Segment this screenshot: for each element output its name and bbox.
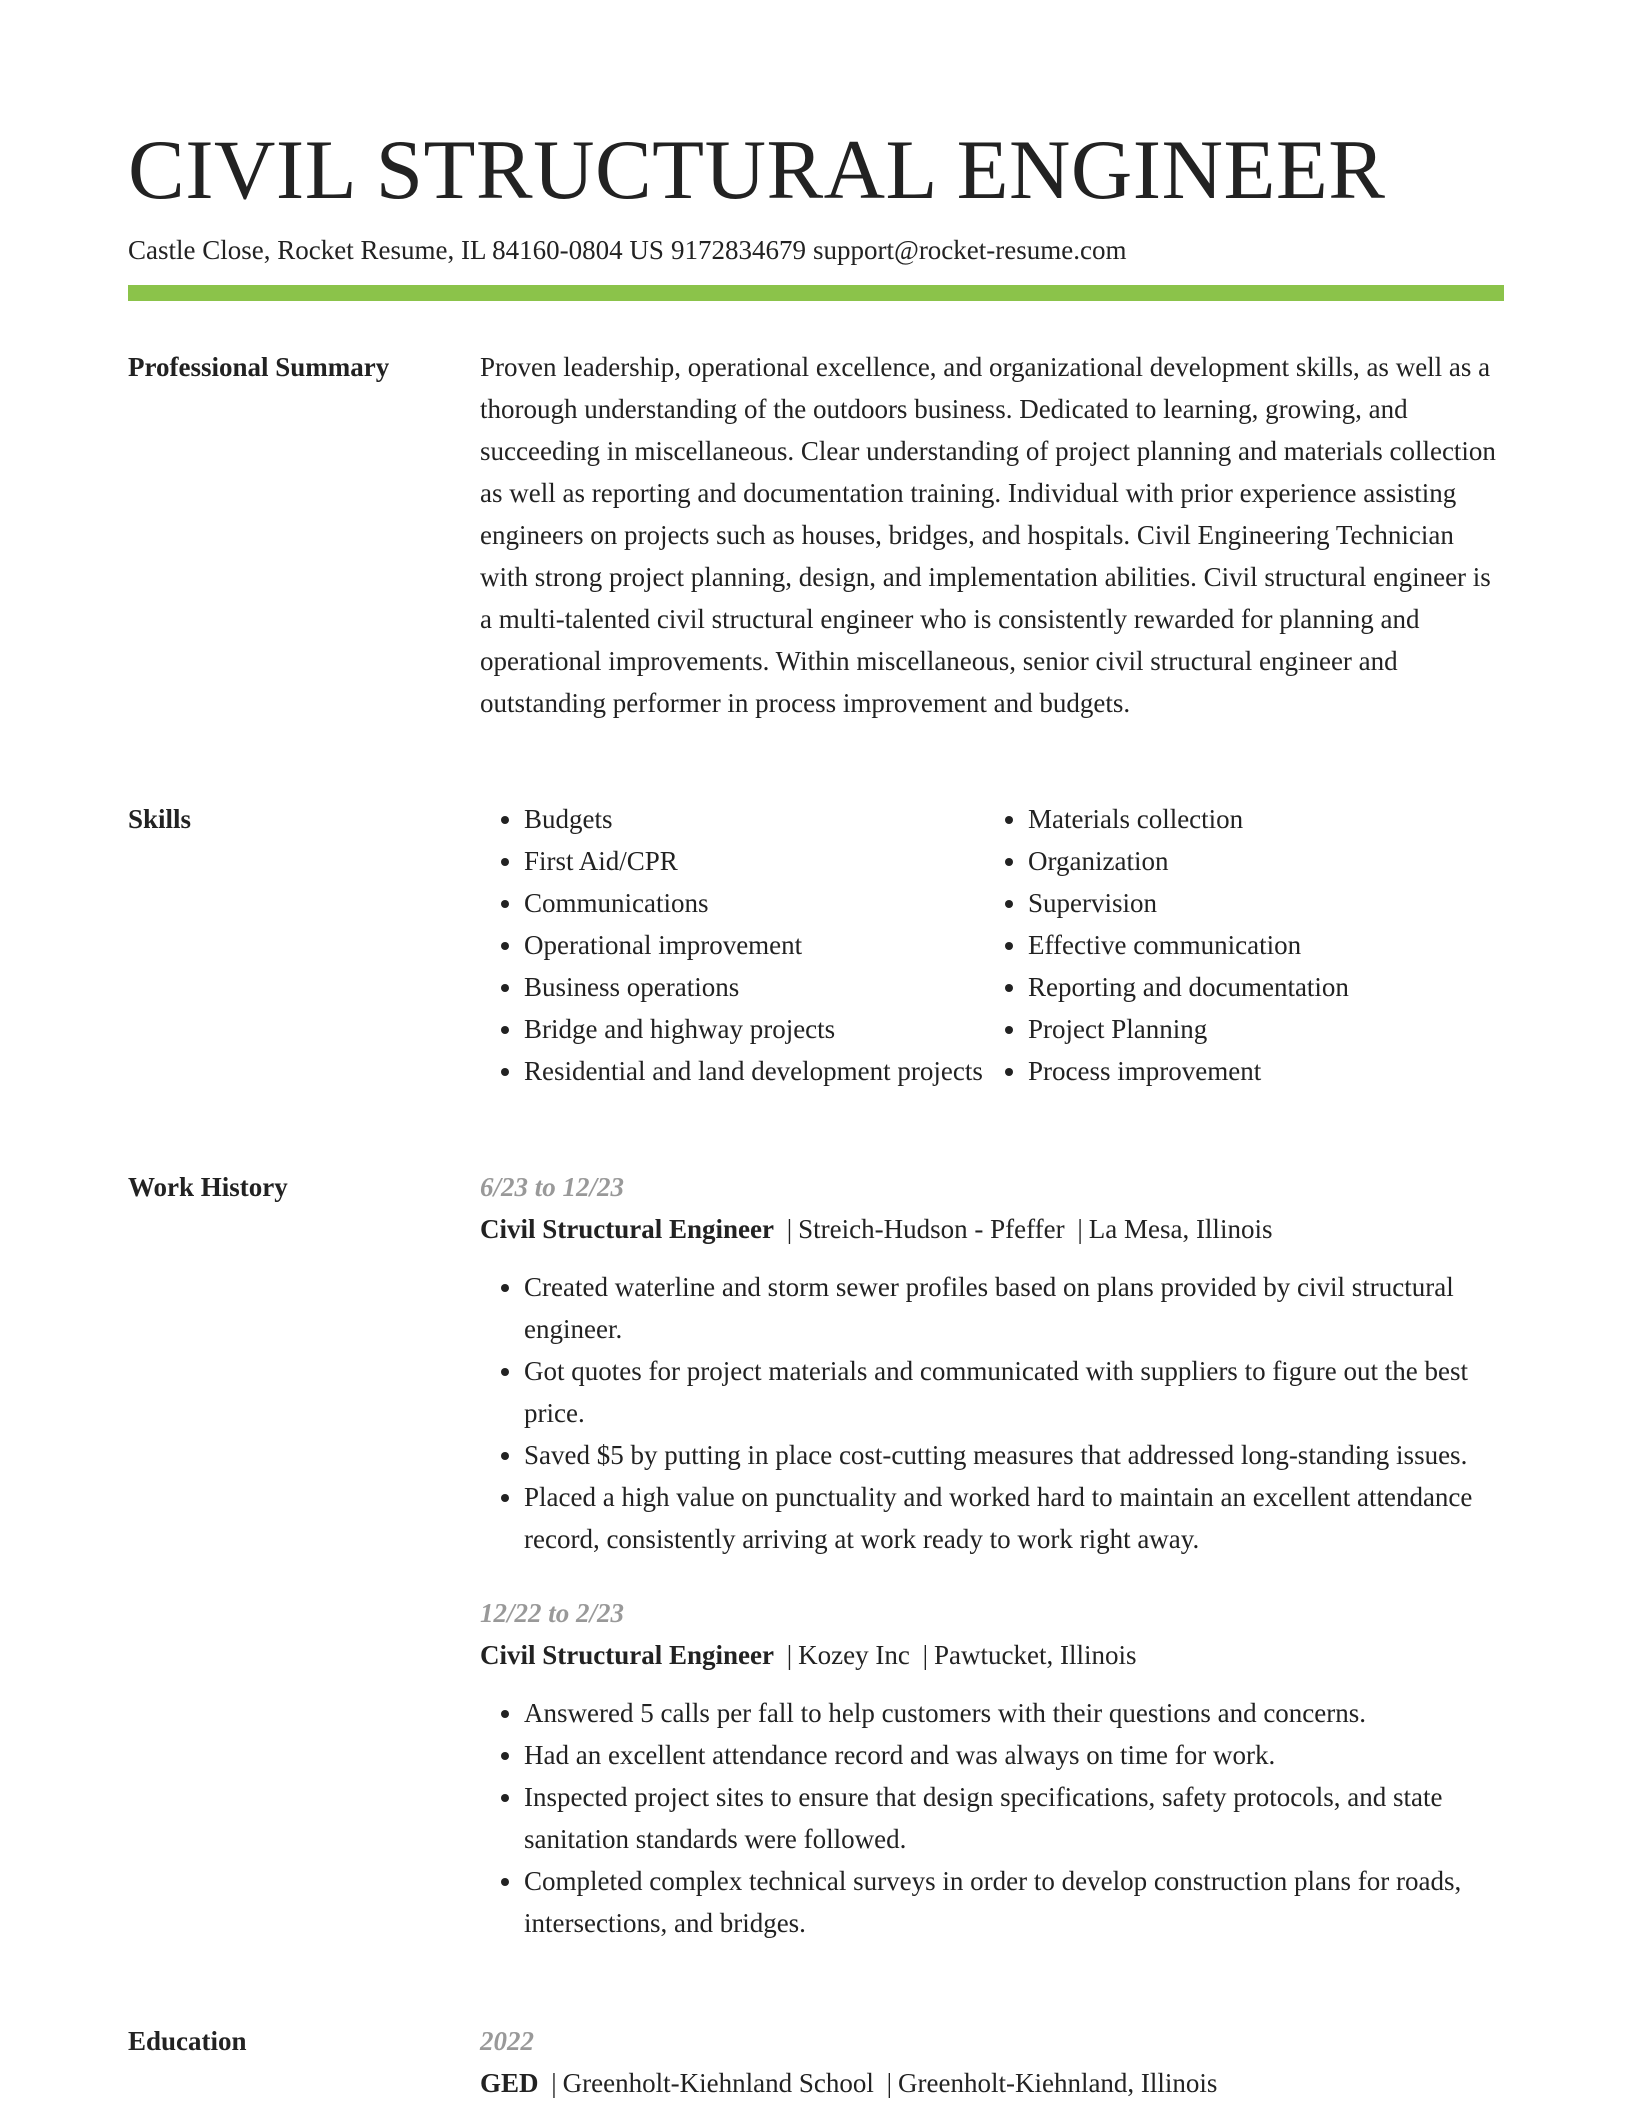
- job-bullet: • Answered 5 calls per fall to help customers with their questions and concerns.: [524, 1692, 1504, 1734]
- education-header: [480, 2062, 1504, 2104]
- skill-item: • Residential and land development projects: [524, 1050, 984, 1092]
- job-bullet: • Got quotes for project materials and communicated with suppliers to figure out the best price.: [524, 1350, 1504, 1434]
- job-entry: [480, 1592, 1504, 1944]
- job-dates: 12/22 to 2/23: [480, 1598, 625, 1628]
- contact-email: support@rocket-resume.com: [812, 235, 1127, 265]
- accent-divider: [128, 285, 1504, 301]
- skill-item: • First Aid/CPR: [524, 840, 984, 882]
- job-bullet: • Had an excellent attendance record and was always on time for work.: [524, 1734, 1504, 1776]
- job-header: [480, 1634, 1504, 1676]
- job-company: Kozey Inc: [798, 1640, 910, 1670]
- separator: |: [786, 1640, 793, 1670]
- section-title-work: Work History: [128, 1172, 288, 1202]
- job-bullets: [480, 1692, 1504, 1944]
- job-bullet: • Saved $5 by putting in place cost-cutting measures that addressed long-standing issues.: [524, 1434, 1504, 1476]
- separator: |: [1077, 1214, 1083, 1244]
- skill-item: • Budgets: [524, 798, 984, 840]
- skill-item: • Business operations: [524, 966, 984, 1008]
- skill-item: • Materials collection: [1028, 798, 1488, 840]
- separator: |: [786, 1214, 793, 1244]
- education-body: [480, 2020, 1504, 2104]
- job-header: [480, 1208, 1504, 1250]
- skill-item: • Project Planning: [1028, 1008, 1488, 1050]
- section-title-skills: Skills: [128, 804, 192, 834]
- job-location: Pawtucket, Illinois: [934, 1640, 1137, 1670]
- summary-body: [480, 346, 1504, 724]
- skills-list-left: [480, 798, 984, 1092]
- job-role: Civil Structural Engineer: [480, 1640, 774, 1670]
- job-bullet: • Inspected project sites to ensure that design specifications, safety protocols, and state sanitation standards were followed.: [524, 1776, 1504, 1860]
- separator: |: [922, 1640, 928, 1670]
- job-location: La Mesa, Illinois: [1088, 1214, 1273, 1244]
- contact-line: [128, 232, 1126, 268]
- summary-text: Proven leadership, operational excellence, and organizational development skills, as well as a thorough understanding of the outdoors business. Dedicated to learning, growing, and succeeding in miscellaneous. Clear understanding of project planning and materials collection as well as reporting and documentation training. Individual with prior experience assisting engineers on projects such as houses, bridges, and hospitals. Civil Engineering Technician with strong project planning, design, and implementation abilities. Civil structural engineer is a multi-talented civil structural engineer who is consistently rewarded for planning and operational improvements. Within miscellaneous, senior civil structural engineer and outstanding performer in process improvement and budgets.: [480, 352, 1496, 718]
- skill-item: • Process improvement: [1028, 1050, 1488, 1092]
- section-title-summary: Professional Summary: [128, 352, 390, 382]
- education-location: Greenholt-Kiehnland, Illinois: [898, 2068, 1218, 2098]
- job-bullet: • Completed complex technical surveys in order to develop construction plans for roads, intersections, and bridges.: [524, 1860, 1504, 1944]
- skill-item: • Supervision: [1028, 882, 1488, 924]
- education-year: 2022: [480, 2026, 534, 2056]
- candidate-title: CIVIL STRUCTURAL ENGINEER: [128, 123, 1386, 217]
- separator: |: [551, 2068, 557, 2098]
- job-bullets: [480, 1266, 1504, 1560]
- skill-item: • Bridge and highway projects: [524, 1008, 984, 1050]
- skill-item: • Communications: [524, 882, 984, 924]
- job-bullet: • Created waterline and storm sewer profiles based on plans provided by civil structural engineer.: [524, 1266, 1504, 1350]
- job-entry: [480, 1166, 1504, 1560]
- skill-item: • Operational improvement: [524, 924, 984, 966]
- job-bullet: • Placed a high value on punctuality and worked hard to maintain an excellent attendance record, consistently arriving at work ready to work right away.: [524, 1476, 1504, 1560]
- contact-address: Castle Close, Rocket Resume, IL 84160-0804 US: [128, 235, 664, 265]
- job-role: Civil Structural Engineer: [480, 1214, 774, 1244]
- work-body: [480, 1166, 1504, 1944]
- job-dates: 6/23 to 12/23: [480, 1172, 625, 1202]
- education-degree: GED: [480, 2068, 539, 2098]
- section-title-education: Education: [128, 2026, 247, 2056]
- skill-item: • Reporting and documentation: [1028, 966, 1488, 1008]
- separator: |: [886, 2068, 893, 2098]
- job-company: Streich-Hudson - Pfeffer: [798, 1214, 1065, 1244]
- skill-item: • Effective communication: [1028, 924, 1488, 966]
- skill-item: • Organization: [1028, 840, 1488, 882]
- education-school: Greenholt-Kiehnland School: [562, 2068, 874, 2098]
- skills-list-right: [984, 798, 1488, 1092]
- skills-columns: [480, 798, 1504, 1092]
- contact-phone: 9172834679: [670, 235, 806, 265]
